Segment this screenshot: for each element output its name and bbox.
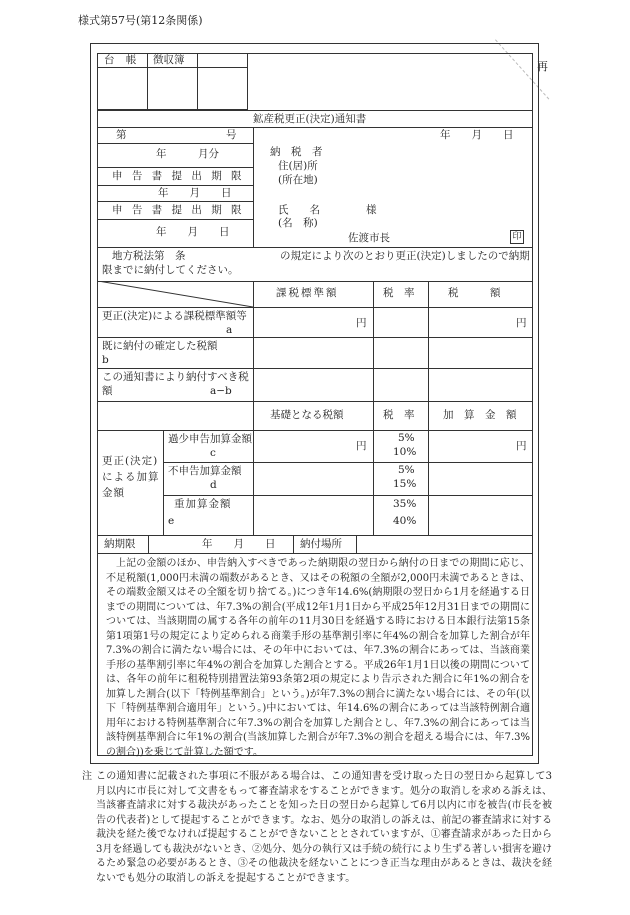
due-label: 納期限 [104,538,136,550]
table1-row-sub: b [102,354,109,366]
rule [98,553,532,554]
rule [98,185,253,186]
form-number: 様式第57号(第12条関係) [78,14,203,27]
table2-row-label: 不申告加算金額 [168,465,242,477]
table2-row-sub: d [210,479,217,491]
rule [428,401,429,535]
rate-value: 5% [398,432,415,444]
table1-row-sub: a−b [210,385,232,397]
due-date: 年 月 日 [202,538,276,550]
rule [428,281,429,401]
form-inner-frame [97,53,533,756]
rule [98,337,532,338]
filing-deadline-label-2: 申 告 書 提 出 期 限 [112,204,245,216]
rule [98,143,253,144]
rule [98,401,532,402]
rule [253,127,254,247]
footnote-label: 注 [82,771,92,782]
rule [98,307,532,308]
yen-unit: 円 [356,440,367,452]
payment-place-label: 納付場所 [300,538,342,550]
taxpayer-label: 納 税 者 [270,146,323,158]
table2-row-label: 過少申告加算金額 [168,433,252,445]
ledger-chosyubo-label: 徴収簿 [153,54,185,66]
rate-value: 5% [398,464,415,476]
diagonal-rule [98,281,253,307]
rule [148,535,149,553]
location-label: (所在地) [278,174,318,186]
table2-row-sub: c [210,447,216,459]
rate-value: 40% [393,515,417,527]
rule [98,167,253,168]
rule [373,401,374,535]
table1-row-label: この通知書により納付すべき税額 [102,371,249,397]
tax-period: 年 月分 [156,148,219,160]
yen-unit: 円 [516,440,527,452]
yen-unit: 円 [356,317,367,329]
law-reference-text: 地方税法第 条 の規定により次のとおり更正(決定)しましたので納期限までに納付してください。 [102,250,530,276]
table2-header-amount: 加 算 金 額 [443,409,517,421]
rule [253,401,254,535]
notice-number-suffix: 号 [226,129,237,141]
rule [253,281,254,401]
rule [98,247,532,248]
notice-form [90,43,539,764]
ledger-box [98,54,248,110]
filing-deadline-label: 申 告 書 提 出 期 限 [112,170,245,182]
mayor-label: 佐渡市長 [348,232,390,244]
table1-header-rate: 税 率 [383,287,415,299]
rate-value: 15% [393,478,417,490]
rule [293,535,294,553]
filing-deadline-date: 年 月 日 [158,187,232,199]
table2-header-base: 基礎となる税額 [270,409,344,421]
rule [163,495,532,496]
delinquency-notice: 上記の金額のほか、申告納入すべきであった納期限の翌日から納付の日までの期間に応じ、不足税額(1,000円未満の端数があるとき、又はその税額の全額が2,000円未満であるときは、その端数金額又はその全額を切り捨てる。)につき年14.6%(納期限の翌日から1月を経過する日までの期間については、年7.3%の割合(平成12年1月1日から平成25年12月31日までの期間については、当該期間の属する各年の前年の11月30日を経過する時における日本銀行法第15条第1項第1号の規定により定められる商業手形の基準割引率に年4%の割合を加算した割合が年7.3%の割合に満たない場合には、その年中においては、年7.3%の割合にあっては、当該商業手形の基準割引率に年4%の割合を加算した割合とする。平成26年1月1日以後の期間については、各年の前年に租税特別措置法第93条第2項の規定により告示された割合に年1%の割合を加算した割合(以下「特例基準割合」という。)が年7.3%の割合に満たない場合には、その年(以下「特例基準割合適用年」という。)中においては、年14.6%の割合にあっては当該特例割合適用年における特例基準割合に年7.3%の割合を加算した割合とし、年7.3%の割合にあっては当該特例基準割合に年1%の割合(当該加算した割合が年7.3%の割合を超える場合には、年7.3%の割合))を乗じて計算した額です。 [106,558,530,758]
table1-row-label: 既に納付の確定した税額 [102,340,218,352]
seal-icon: 印 [510,230,524,244]
rule [98,127,532,128]
table1-header-base: 課税標準額 [276,287,339,299]
rate-value: 10% [393,446,417,458]
sama-label: 様 [366,204,377,216]
rate-value: 35% [393,498,417,510]
rule [98,110,532,111]
corp-name-label: (名 称) [278,217,318,229]
ledger-daicho-label: 台 帳 [104,54,141,66]
table2-group-label: 更正(決定)による加算金額 [102,455,160,499]
rule [98,535,532,536]
name-label: 氏 名 [278,204,320,216]
notice-number-label: 第 [116,129,127,141]
footnote-text: この通知書に記載された事項に不服がある場合は、この通知書を受け取った日の翌日から起算して3月以内に市長に対して文書をもって審査請求をすることができます。処分の取消しを求める訴えは、当該審査請求に対する裁決があったことを知った日の翌日から起算して6月以内に市を被告(市長を被告の代表者)として提起することができます。なお、処分の取消しの訴えは、前記の審査請求に対する裁決を経た後でなければ提起することができないこととされていますが、①審査請求があった日から3月を経過しても裁決がないとき、②処分、処分の執行又は手続の続行により生ずる著しい損害を避けるため緊急の必要があるとき、③その他裁決を経ないことにつき正当な理由があるときは、裁決を経ないでも処分の取消しの訴えを提起することができます。 [96,771,552,884]
rule [163,430,164,535]
rule [356,535,357,553]
yen-unit: 円 [516,317,527,329]
rule [98,368,532,369]
table1-row-sub: a [226,324,233,336]
table1-row-label: 更正(決定)による課税標準額等 [102,310,247,322]
re-mark: 再 [537,60,548,73]
rule [98,219,253,220]
rule [373,281,374,401]
address-label: 住(居)所 [278,160,318,172]
table1-header-amount: 税 額 [448,287,501,299]
issue-date: 年 月 日 [440,129,514,141]
form-title: 鉱産税更正(決定)通知書 [253,113,367,125]
table2-row-label: 重加算金額 [174,498,232,510]
rule [98,430,532,431]
rule [98,201,253,202]
table2-header-rate: 税 率 [383,409,415,421]
rule [163,462,532,463]
filing-deadline-date-2: 年 月 日 [156,226,230,238]
table2-row-sub: e [168,515,175,527]
